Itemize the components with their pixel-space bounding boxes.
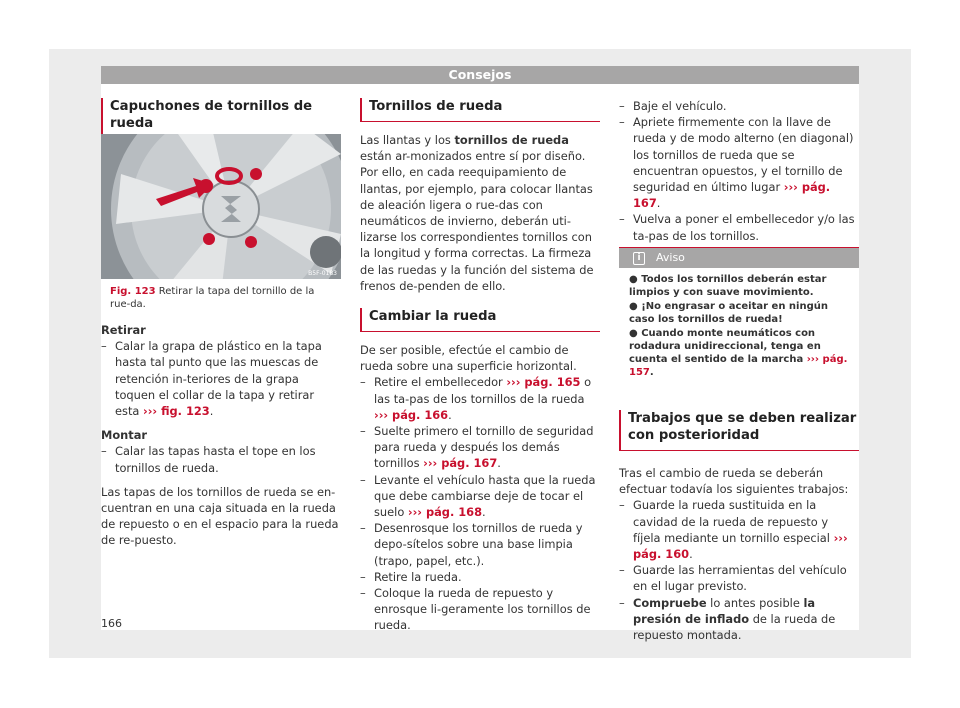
middle-column bbox=[360, 98, 600, 634]
trabajo-2-text: Guarde las herramientas del vehículo en el lugar previsto. bbox=[633, 563, 847, 594]
step-2: – Suelte primero el tornillo de seguridad para rueda y después los demás tornillos ››› pág. 167. bbox=[360, 424, 594, 471]
aviso-item-3-text: Cuando monte neumáticos con rodadura unidireccional, tenga en cuenta el sentido de la marcha bbox=[629, 328, 821, 365]
trabajo-2: – Guarde las herramientas del vehículo en el lugar previsto. bbox=[619, 563, 847, 594]
capuchones-paragraph: Las tapas de los tornillos de rueda se en-cuentran en una caja situada en la rueda de repuesto o en el espacio para la rueda de re-puesto. bbox=[101, 484, 339, 548]
step-1-text-b: o las ta-pas de los tornillos de la rueda bbox=[374, 375, 592, 406]
section-heading-capuchones: Capuchones de tornillos de rueda bbox=[101, 98, 341, 139]
wheel-bolt-cap-figure bbox=[101, 134, 341, 279]
figure-caption-number: Fig. 123 bbox=[110, 286, 156, 297]
tornillos-intro bbox=[360, 132, 600, 294]
aviso-header bbox=[619, 248, 859, 268]
info-icon: i bbox=[633, 252, 645, 265]
trabajo-1-link[interactable]: ››› pág. 160 bbox=[633, 530, 848, 562]
left-text bbox=[101, 322, 341, 549]
intro-text-b: están ar-monizados entre sí por diseño. Por ello, en cada reequipamiento de llantas, por ejemplo, para colocar llantas de aleación ligera o rue-das con neumáticos de invierno, deberán uti-lizarse los correspondientes tornillos con la longitud y forma correctas. La firmeza de las ruedas y la función del sistema de frenos de-penden de ello. bbox=[360, 149, 594, 293]
aviso-item-1: ● Todos los tornillos deberán estar limpios y con suave movimiento. bbox=[629, 274, 827, 298]
trabajo-3-text-c: de la rueda de repuesto montada. bbox=[633, 611, 836, 643]
step-2-link[interactable]: ››› pág. 167 bbox=[423, 456, 498, 471]
section-heading-tornillos: Tornillos de rueda bbox=[360, 98, 600, 122]
wheel-illustration bbox=[101, 134, 341, 279]
section-heading-trabajos: Trabajos que se deben realizar con posterioridad bbox=[619, 410, 859, 451]
retirar-item-text: Calar la grapa de plástico en la tapa hasta tal punto que las muescas de retención in-teriores de la grapa toquen el collar de la tapa y retirar esta bbox=[115, 339, 322, 419]
figure-code: B5F-0183 bbox=[308, 270, 337, 277]
trabajo-1-text: Guarde la rueda sustituida en la cavidad de la rueda de repuesto y fíjela mediante un tornillo especial bbox=[633, 498, 830, 545]
section-header: Consejos bbox=[101, 66, 859, 84]
intro-bold: tornillos de rueda bbox=[454, 133, 569, 147]
trabajo-3: – Compruebe lo antes posible la presión de inflado de la rueda de repuesto montada. bbox=[619, 595, 836, 643]
trabajo-3-bold-1: Compruebe bbox=[633, 595, 707, 610]
step-2-text: Suelte primero el tornillo de seguridad para rueda y después los demás tornillos bbox=[374, 424, 594, 471]
step-5-text: Retire la rueda. bbox=[374, 569, 462, 584]
step-8-text: Apriete firmemente con la llave de rueda y de modo alterno (en diagonal) los tornillos de rueda que se encuentran opuestos, y el tornillo de seguridad en último lugar bbox=[633, 115, 854, 195]
aviso-box bbox=[619, 247, 859, 388]
retirar-link[interactable]: ››› fig. 123 bbox=[143, 404, 210, 419]
trabajo-1: – Guarde la rueda sustituida en la cavidad de la rueda de repuesto y fíjela mediante un tornillo especial ››› pág. 160. bbox=[619, 498, 848, 562]
subheading-cambiar-rueda: Cambiar la rueda bbox=[360, 308, 600, 332]
montar-title: Montar bbox=[101, 428, 148, 443]
step-1: – Retire el embellecedor ››› pág. 165 o las ta-pas de los tornillos de la rueda ››› pág. 166. bbox=[360, 375, 592, 422]
aviso-item-3-link[interactable]: ››› pág. 157 bbox=[629, 354, 848, 378]
step-9-text: Vuelva a poner el embellecedor y/o las ta-pas de los tornillos. bbox=[633, 212, 855, 243]
step-8: – Apriete firmemente con la llave de rueda y de modo alterno (en diagonal) los tornillos de rueda que se encuentran opuestos, y el tornillo de seguridad en último lugar ››› pág. 167. bbox=[619, 115, 854, 211]
trabajos-paragraph: Tras el cambio de rueda se deberán efectuar todavía los siguientes trabajos: bbox=[619, 466, 849, 497]
step-3-link[interactable]: ››› pág. 168 bbox=[407, 505, 483, 520]
step-7: – Baje el vehículo. bbox=[619, 99, 727, 113]
aviso-body bbox=[619, 268, 859, 388]
page-number: 166 bbox=[101, 617, 122, 630]
cambiar-paragraph: De ser posible, efectúe el cambio de rueda sobre una superficie horizontal. bbox=[360, 343, 577, 374]
aviso-item-2-text: ¡No engrasar o aceitar en ningún caso los tornillos de rueda! bbox=[629, 301, 828, 325]
step-3: – Levante el vehículo hasta que la rueda que debe cambiarse deje de tocar el suelo ››› pág. 168. bbox=[360, 472, 596, 520]
intro-text-a: Las llantas y los bbox=[360, 133, 451, 147]
figure-caption-text: Retirar la tapa del tornillo de la rue-da. bbox=[110, 286, 315, 311]
trabajo-3-text-a: lo antes posible bbox=[710, 595, 800, 610]
step-4-text: Desenrosque los tornillos de rueda y depo-sítelos sobre una base limpia (trapo, papel, etc.). bbox=[374, 521, 583, 568]
step-6: – Coloque la rueda de repuesto y enrosque li-geramente los tornillos de rueda. bbox=[360, 586, 591, 633]
step-1-link-2[interactable]: ››› pág. 166 bbox=[374, 407, 449, 422]
step-7-text: Baje el vehículo. bbox=[633, 99, 727, 113]
right-column-trabajos bbox=[619, 410, 859, 643]
montar-item: – Calar las tapas hasta el tope en los tornillos de rueda. bbox=[101, 444, 316, 475]
step-1-link-1[interactable]: ››› pág. 165 bbox=[506, 375, 581, 390]
left-column bbox=[101, 98, 341, 139]
step-3-text: Levante el vehículo hasta que la rueda que debe cambiarse deje de tocar el suelo bbox=[374, 472, 596, 520]
figure-caption bbox=[110, 285, 335, 311]
montar-item-text: Calar las tapas hasta el tope en los tornillos de rueda. bbox=[115, 444, 316, 475]
aviso-item-1-text: Todos los tornillos deberán estar limpios y con suave movimiento. bbox=[629, 274, 827, 298]
trabajo-3-bold-2: la presión de inflado bbox=[633, 595, 816, 626]
step-8-link[interactable]: ››› pág. 167 bbox=[633, 180, 831, 211]
aviso-title: Aviso bbox=[656, 251, 685, 264]
aviso-item-2: ● ¡No engrasar o aceitar en ningún caso los tornillos de rueda! bbox=[629, 301, 828, 325]
aviso-item-3: ● Cuando monte neumáticos con rodadura unidireccional, tenga en cuenta el sentido de la marcha ››› pág. 157. bbox=[629, 328, 848, 378]
retirar-item: – Calar la grapa de plástico en la tapa hasta tal punto que las muescas de retención in-teriores de la grapa toquen el collar de la tapa y retirar esta ››› fig. 123. bbox=[101, 339, 322, 419]
step-4: – Desenrosque los tornillos de rueda y depo-sítelos sobre una base limpia (trapo, papel, etc.). bbox=[360, 521, 583, 568]
step-5: – Retire la rueda. bbox=[360, 569, 462, 584]
step-6-text: Coloque la rueda de repuesto y enrosque li-geramente los tornillos de rueda. bbox=[374, 586, 591, 633]
right-column-steps bbox=[619, 98, 859, 244]
step-9: – Vuelva a poner el embellecedor y/o las ta-pas de los tornillos. bbox=[619, 212, 855, 243]
retirar-title: Retirar bbox=[101, 323, 146, 337]
step-1-text-a: Retire el embellecedor bbox=[374, 375, 503, 390]
